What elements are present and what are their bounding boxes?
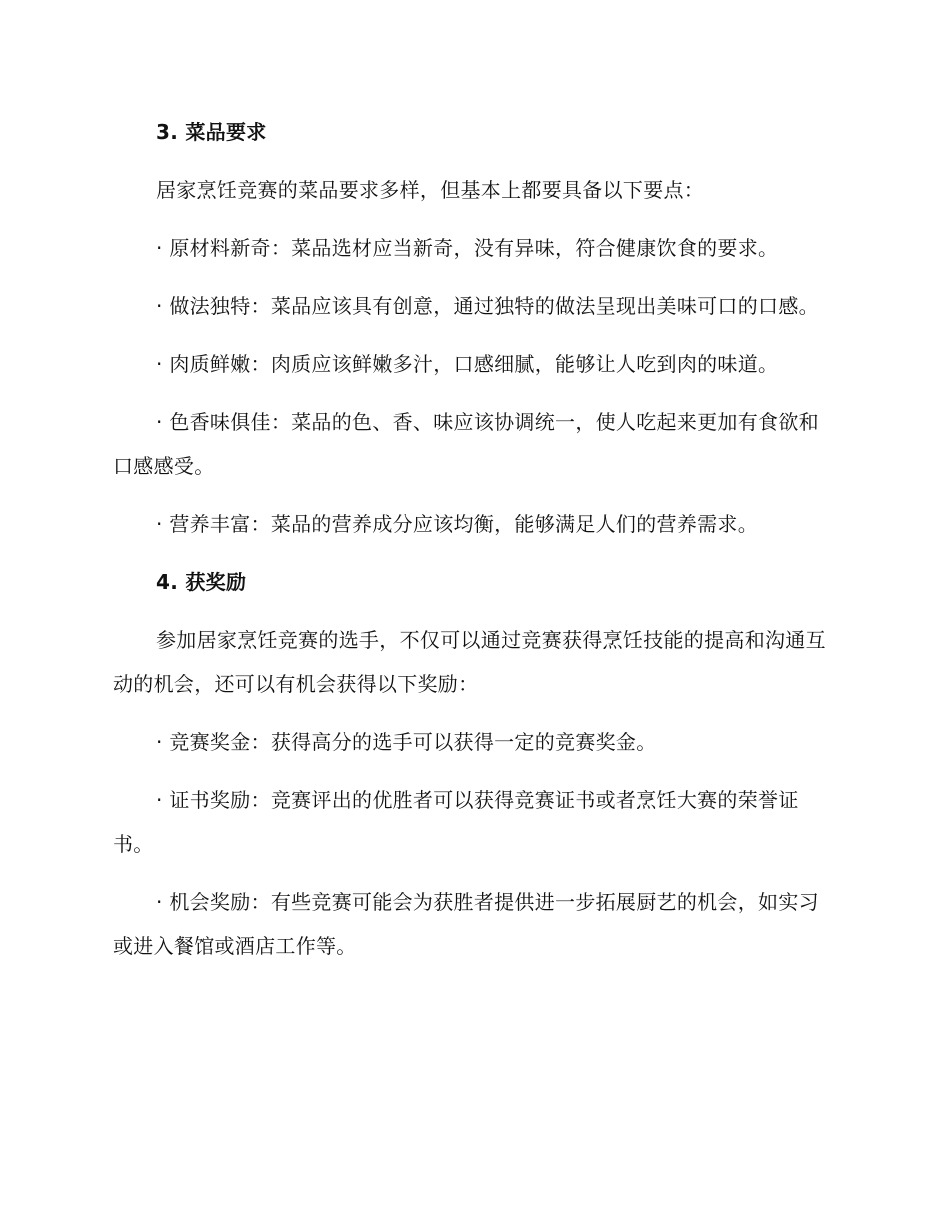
bullet-prize-money: · 竞赛奖金：获得高分的选手可以获得一定的竞赛奖金。 [156, 730, 657, 754]
bullet-color-aroma-taste: · 色香味俱佳：菜品的色、香、味应该协调统一，使人吃起来更加有食欲和口感感受。 [113, 410, 819, 478]
document-page [113, 110, 833, 982]
bullet-certificate: · 证书奖励：竞赛评出的优胜者可以获得竞赛证书或者烹饪大赛的荣誉证书。 [113, 788, 799, 856]
paragraph-intro-awards: 参加居家烹饪竞赛的选手，不仅可以通过竞赛获得烹饪技能的提高和沟通互动的机会，还可以有机会获得以下奖励： [113, 628, 826, 696]
section-heading-awards: 4. 获奖励 [156, 570, 247, 594]
bullet-ingredients: · 原材料新奇：菜品选材应当新奇，没有异味，符合健康饮食的要求。 [156, 236, 779, 260]
section-heading-dishes: 3. 菜品要求 [156, 120, 267, 144]
bullet-nutrition: · 营养丰富：菜品的营养成分应该均衡，能够满足人们的营养需求。 [156, 512, 759, 536]
bullet-technique: · 做法独特：菜品应该具有创意，通过独特的做法呈现出美味可口的口感。 [156, 294, 819, 318]
paragraph-intro-dishes: 居家烹饪竞赛的菜品要求多样，但基本上都要具备以下要点： [156, 178, 705, 202]
bullet-opportunity: · 机会奖励：有些竞赛可能会为获胜者提供进一步拓展厨艺的机会，如实习或进入餐馆或酒店工作等。 [113, 890, 819, 958]
bullet-meat-texture: · 肉质鲜嫩：肉质应该鲜嫩多汁，口感细腻，能够让人吃到肉的味道。 [156, 352, 779, 376]
